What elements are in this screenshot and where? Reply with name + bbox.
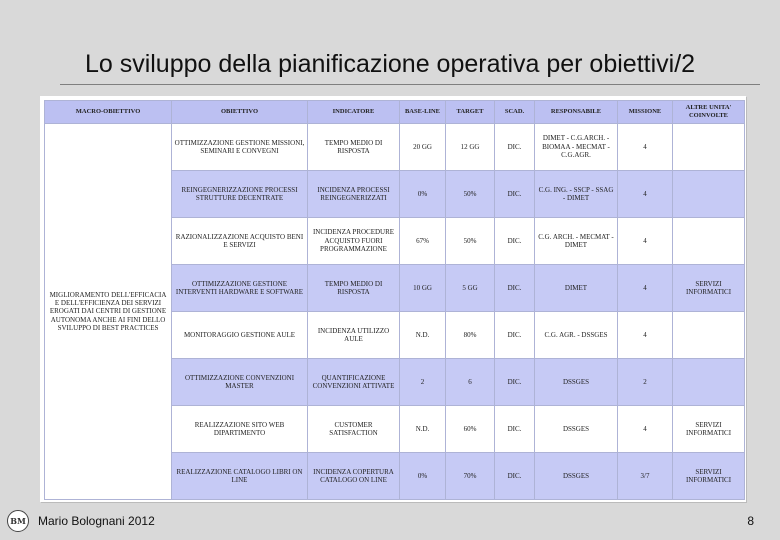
cell-target: 50%: [446, 171, 495, 218]
objectives-table: [44, 100, 745, 500]
cell-base-line: 20 GG: [400, 124, 446, 171]
cell-missione: 4: [618, 265, 673, 312]
cell-responsabile: DSSGES: [535, 359, 618, 406]
cell-altre-unita: [673, 218, 745, 265]
header-base-line: BASE-LINE: [400, 101, 446, 124]
cell-indicatore: QUANTIFICAZIONE CONVENZIONI ATTIVATE: [308, 359, 400, 406]
cell-target: 12 GG: [446, 124, 495, 171]
cell-responsabile: DSSGES: [535, 406, 618, 453]
cell-responsabile: C.G. AGR. - DSSGES: [535, 312, 618, 359]
cell-base-line: 2: [400, 359, 446, 406]
cell-responsabile: C.G. ARCH. - MECMAT - DIMET: [535, 218, 618, 265]
cell-responsabile: DSSGES: [535, 453, 618, 500]
cell-indicatore: CUSTOMER SATISFACTION: [308, 406, 400, 453]
cell-responsabile: C.G. ING. - SSCP - SSAG - DIMET: [535, 171, 618, 218]
table-row: [45, 124, 745, 171]
cell-altre-unita: SERVIZI INFORMATICI: [673, 265, 745, 312]
cell-missione: 4: [618, 124, 673, 171]
objectives-table-frame: [40, 96, 746, 502]
slide-title: Lo sviluppo della pianificazione operativa per obiettivi/2: [84, 50, 696, 78]
cell-scad: DIC.: [495, 265, 535, 312]
cell-altre-unita: [673, 124, 745, 171]
cell-base-line: 0%: [400, 171, 446, 218]
cell-scad: DIC.: [495, 124, 535, 171]
cell-target: 6: [446, 359, 495, 406]
cell-scad: DIC.: [495, 218, 535, 265]
cell-obiettivo: RAZIONALIZZAZIONE ACQUISTO BENI E SERVIZI: [172, 218, 308, 265]
footer-author: Mario Bolognani 2012: [38, 514, 155, 528]
title-divider: [60, 84, 760, 85]
cell-base-line: 0%: [400, 453, 446, 500]
header-macro-obiettivo: MACRO-OBIETTIVO: [45, 101, 172, 124]
cell-base-line: 67%: [400, 218, 446, 265]
cell-altre-unita: SERVIZI INFORMATICI: [673, 406, 745, 453]
cell-missione: 4: [618, 312, 673, 359]
cell-target: 70%: [446, 453, 495, 500]
cell-obiettivo: REINGEGNERIZZAZIONE PROCESSI STRUTTURE DECENTRATE: [172, 171, 308, 218]
cell-target: 80%: [446, 312, 495, 359]
cell-indicatore: TEMPO MEDIO DI RISPOSTA: [308, 124, 400, 171]
cell-obiettivo: OTTIMIZZAZIONE CONVENZIONI MASTER: [172, 359, 308, 406]
cell-scad: DIC.: [495, 453, 535, 500]
cell-obiettivo: OTTIMIZZAZIONE GESTIONE MISSIONI, SEMINARI E CONVEGNI: [172, 124, 308, 171]
header-obiettivo: OBIETTIVO: [172, 101, 308, 124]
header-missione: MISSIONE: [618, 101, 673, 124]
cell-indicatore: INCIDENZA PROCESSI REINGEGNERIZZATI: [308, 171, 400, 218]
cell-base-line: N.D.: [400, 312, 446, 359]
cell-indicatore: INCIDENZA UTILIZZO AULE: [308, 312, 400, 359]
header-target: TARGET: [446, 101, 495, 124]
cell-obiettivo: OTTIMIZZAZIONE GESTIONE INTERVENTI HARDWARE E SOFTWARE: [172, 265, 308, 312]
cell-obiettivo: REALIZZAZIONE CATALOGO LIBRI ON LINE: [172, 453, 308, 500]
header-altre-unita: ALTRE UNITA' COINVOLTE: [673, 101, 745, 124]
cell-obiettivo: MONITORAGGIO GESTIONE AULE: [172, 312, 308, 359]
header-indicatore: INDICATORE: [308, 101, 400, 124]
page-number: 8: [747, 514, 754, 528]
cell-altre-unita: [673, 312, 745, 359]
cell-obiettivo: REALIZZAZIONE SITO WEB DIPARTIMENTO: [172, 406, 308, 453]
cell-indicatore: TEMPO MEDIO DI RISPOSTA: [308, 265, 400, 312]
header-responsabile: RESPONSABILE: [535, 101, 618, 124]
cell-scad: DIC.: [495, 312, 535, 359]
cell-missione: 4: [618, 218, 673, 265]
cell-base-line: N.D.: [400, 406, 446, 453]
cell-altre-unita: [673, 171, 745, 218]
macro-obiettivo-cell: MIGLIORAMENTO DELL'EFFICACIA E DELL'EFFICIENZA DEI SERVIZI EROGATI DAI CENTRI DI GESTIONE AUTONOMA ANCHE AI FINI DELLO SVILUPPO DI BEST PRACTICES: [45, 124, 172, 500]
cell-missione: 4: [618, 171, 673, 218]
author-logo-icon: BM: [7, 510, 29, 532]
cell-responsabile: DIMET - C.G.ARCH. - BIOMAA - MECMAT - C.G.AGR.: [535, 124, 618, 171]
cell-missione: 4: [618, 406, 673, 453]
cell-scad: DIC.: [495, 359, 535, 406]
cell-base-line: 10 GG: [400, 265, 446, 312]
table-header-row: [45, 101, 745, 124]
cell-scad: DIC.: [495, 406, 535, 453]
cell-missione: 3/7: [618, 453, 673, 500]
cell-altre-unita: [673, 359, 745, 406]
cell-missione: 2: [618, 359, 673, 406]
cell-altre-unita: SERVIZI INFORMATICI: [673, 453, 745, 500]
cell-target: 5 GG: [446, 265, 495, 312]
header-scad: SCAD.: [495, 101, 535, 124]
cell-responsabile: DIMET: [535, 265, 618, 312]
cell-target: 50%: [446, 218, 495, 265]
cell-scad: DIC.: [495, 171, 535, 218]
cell-indicatore: INCIDENZA PROCEDURE ACQUISTO FUORI PROGRAMMAZIONE: [308, 218, 400, 265]
cell-target: 60%: [446, 406, 495, 453]
cell-indicatore: INCIDENZA COPERTURA CATALOGO ON LINE: [308, 453, 400, 500]
